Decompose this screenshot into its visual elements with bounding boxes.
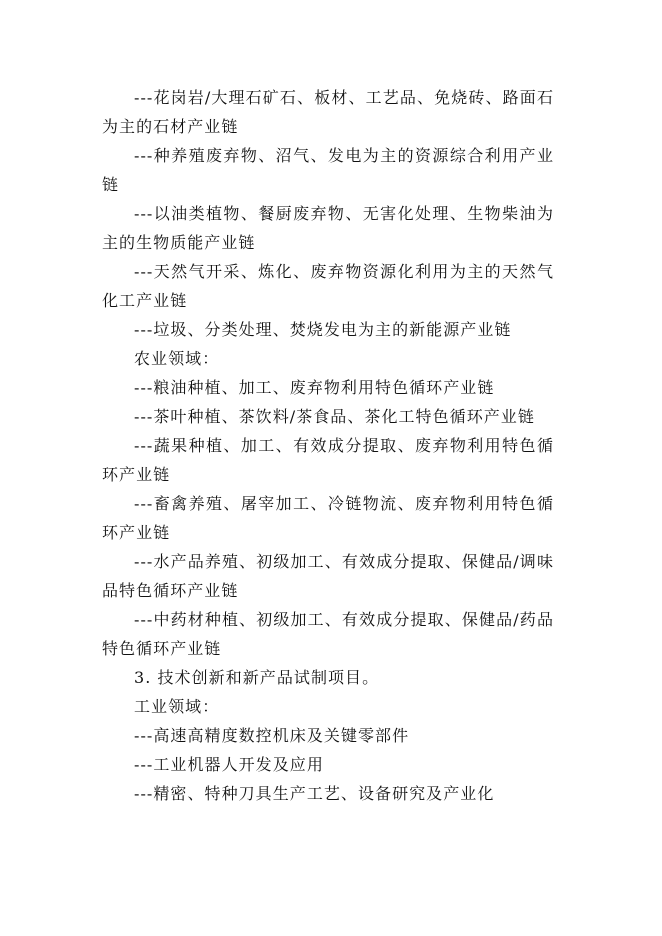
paragraph-cnc-machine-tools: ---高速高精度数控机床及关键零部件 [134,726,410,745]
heading-industry-sector: 工业领域： [134,697,220,716]
paragraph-grain-oil-chain: ---粮油种植、加工、废弃物利用特色循环产业链 [134,378,495,397]
heading-tech-innovation-projects: 3. 技术创新和新产品试制项目。 [134,668,380,687]
paragraph-tea-chain: ---茶叶种植、茶饮料/茶食品、茶化工特色循环产业链 [134,407,535,426]
paragraph-natural-gas-chemical-chain: ---天然气开采、炼化、废弃物资源化利用为主的天然气化工产业链 [102,262,554,310]
paragraph-aquatic-chain: ---水产品养殖、初级加工、有效成分提取、保健品/调味品特色循环产业链 [102,552,554,600]
paragraph-vegetable-fruit-chain: ---蔬果种植、加工、有效成分提取、废弃物利用特色循环产业链 [102,436,554,484]
paragraph-biomass-energy-chain: ---以油类植物、餐厨废弃物、无害化处理、生物柴油为主的生物质能产业链 [102,204,554,252]
paragraph-new-energy-chain: ---垃圾、分类处理、焚烧发电为主的新能源产业链 [134,320,512,339]
paragraph-herbal-medicine-chain: ---中药材种植、初级加工、有效成分提取、保健品/药品特色循环产业链 [102,610,554,658]
paragraph-biogas-resource-chain: ---种养殖废弃物、沼气、发电为主的资源综合利用产业链 [102,146,554,194]
heading-agriculture-sector: 农业领域： [134,349,220,368]
paragraph-stone-industry-chain: ---花岗岩/大理石矿石、板材、工艺品、免烧砖、路面石为主的石材产业链 [102,88,554,136]
paragraph-livestock-chain: ---畜禽养殖、屠宰加工、冷链物流、废弃物利用特色循环产业链 [102,494,554,542]
document-body [102,83,554,808]
paragraph-precision-cutting-tools: ---精密、特种刀具生产工艺、设备研究及产业化 [134,784,495,803]
paragraph-industrial-robots: ---工业机器人开发及应用 [134,755,324,774]
